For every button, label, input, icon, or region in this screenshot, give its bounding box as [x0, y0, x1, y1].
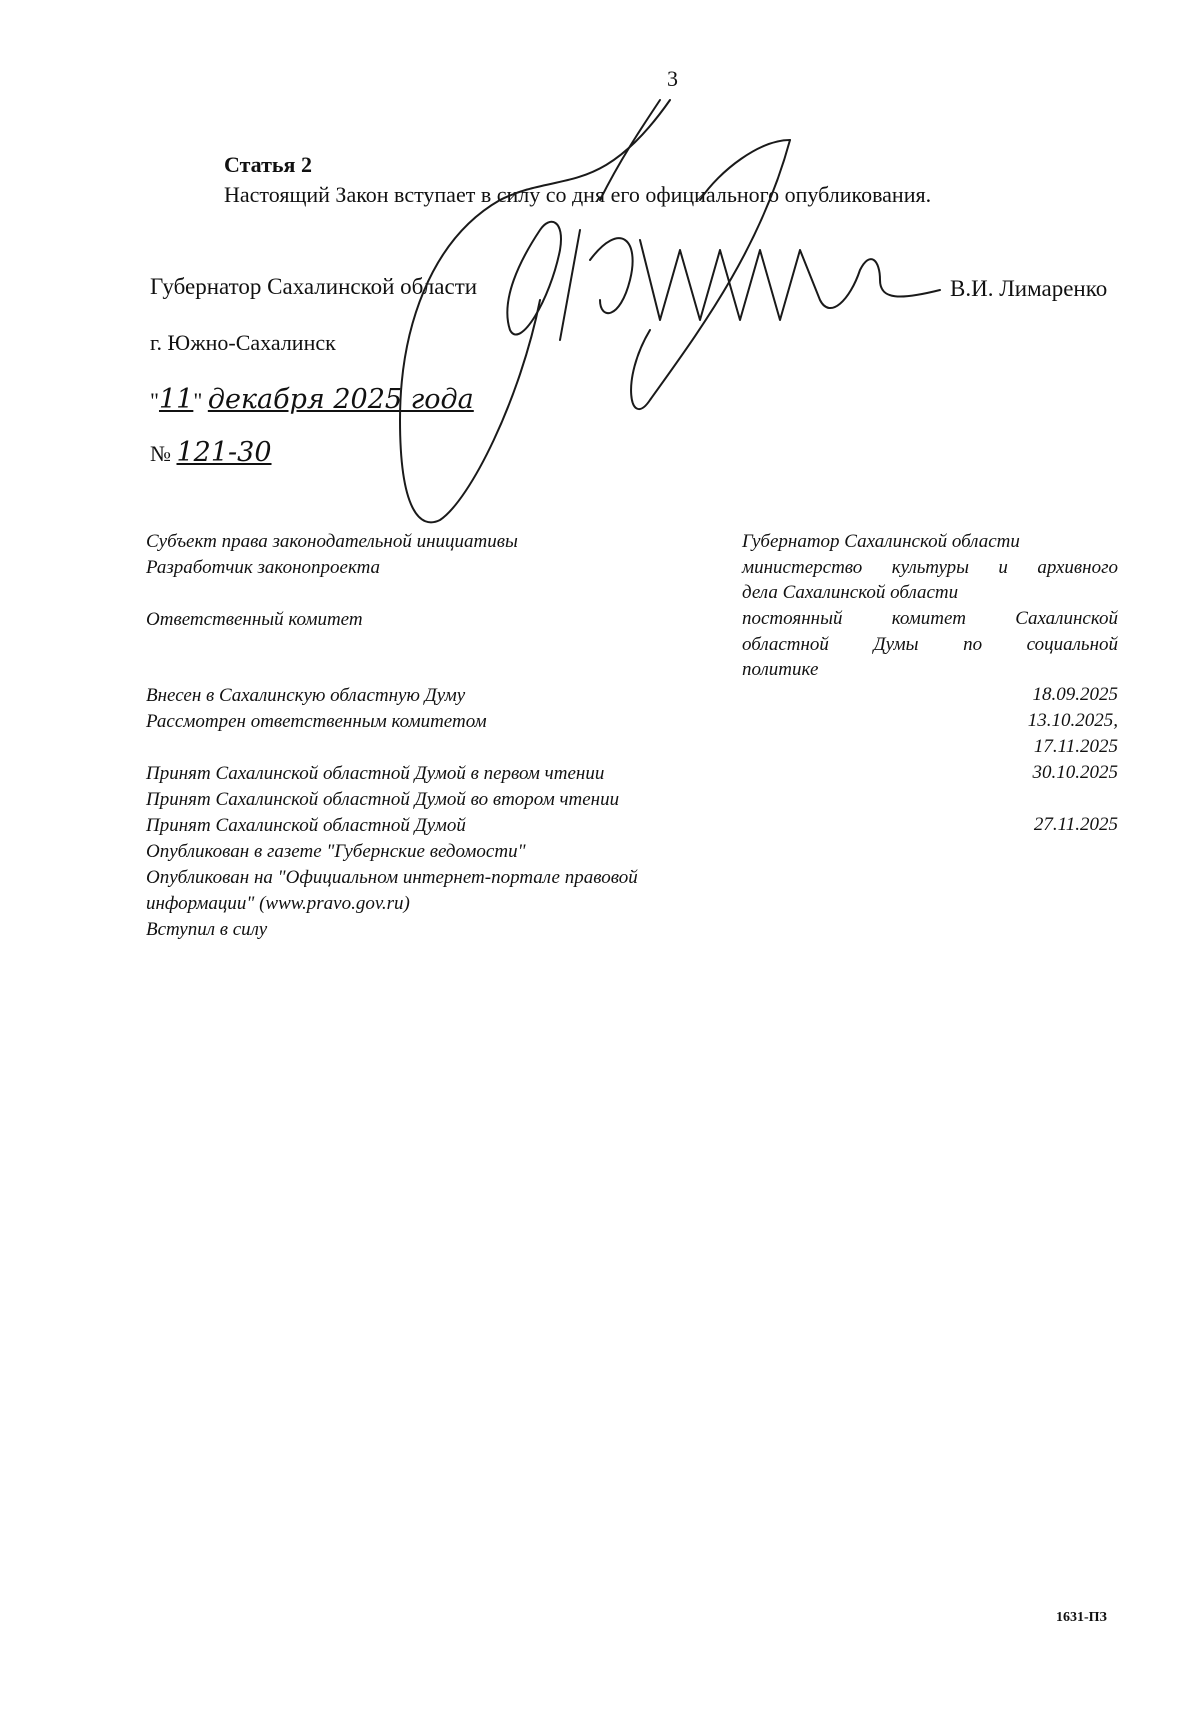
adopted-date: 27.11.2025: [1033, 814, 1118, 835]
governor-name: В.И. Лимаренко: [950, 276, 1108, 301]
adopted-label: Принят Сахалинской областной Думой: [146, 815, 466, 836]
governor-title: Губернатор Сахалинской области: [150, 274, 478, 299]
second-reading-label: Принят Сахалинской областной Думой во втором чтении: [146, 789, 620, 810]
committee-value-line1: постоянный комитет Сахалинской: [742, 608, 1118, 629]
reviewed-date-1: 13.10.2025,: [1027, 710, 1118, 731]
developer-value-line2: дела Сахалинской области: [742, 582, 959, 603]
reviewed-label: Рассмотрен ответственным комитетом: [146, 711, 487, 732]
first-reading-label: Принят Сахалинской областной Думой в первом чтении: [146, 763, 605, 784]
published-portal-label-line1: Опубликован на "Официальном интернет-портале правовой: [146, 867, 638, 888]
article-title: Статья 2: [224, 152, 312, 177]
committee-value-line3: политике: [742, 659, 819, 680]
number-value: 121-30: [176, 437, 272, 468]
date-day: 11: [158, 384, 194, 415]
submitted-label: Внесен в Сахалинскую областную Думу: [146, 685, 466, 706]
published-newspaper-label: Опубликован в газете "Губернские ведомости": [146, 841, 526, 862]
date-month-year: декабря 2025 года: [207, 384, 474, 415]
developer-label: Разработчик законопроекта: [146, 557, 381, 578]
page-number: 3: [667, 66, 678, 91]
published-portal-label-line2: информации" (www.pravo.gov.ru): [146, 893, 410, 914]
committee-label: Ответственный комитет: [146, 609, 363, 630]
subject-value: Губернатор Сахалинской области: [742, 531, 1020, 552]
article-text: Настоящий Закон вступает в силу со дня его официального опубликования.: [224, 182, 932, 207]
city: г. Южно-Сахалинск: [150, 330, 336, 355]
first-reading-date: 30.10.2025: [1032, 762, 1118, 783]
developer-value-line1: министерство культуры и архивного: [742, 557, 1118, 578]
subject-label: Субъект права законодательной инициативы: [146, 531, 518, 552]
document-code: 1631-ПЗ: [1056, 1610, 1107, 1625]
reviewed-date-2: 17.11.2025: [1033, 736, 1118, 757]
submitted-date: 18.09.2025: [1032, 684, 1118, 705]
committee-value-line2: областной Думы по социальной: [742, 634, 1118, 655]
date-open-quote: ": [150, 388, 159, 413]
date-close-quote: ": [193, 388, 203, 413]
in-force-label: Вступил в силу: [146, 919, 268, 940]
number-prefix: №: [150, 441, 171, 466]
